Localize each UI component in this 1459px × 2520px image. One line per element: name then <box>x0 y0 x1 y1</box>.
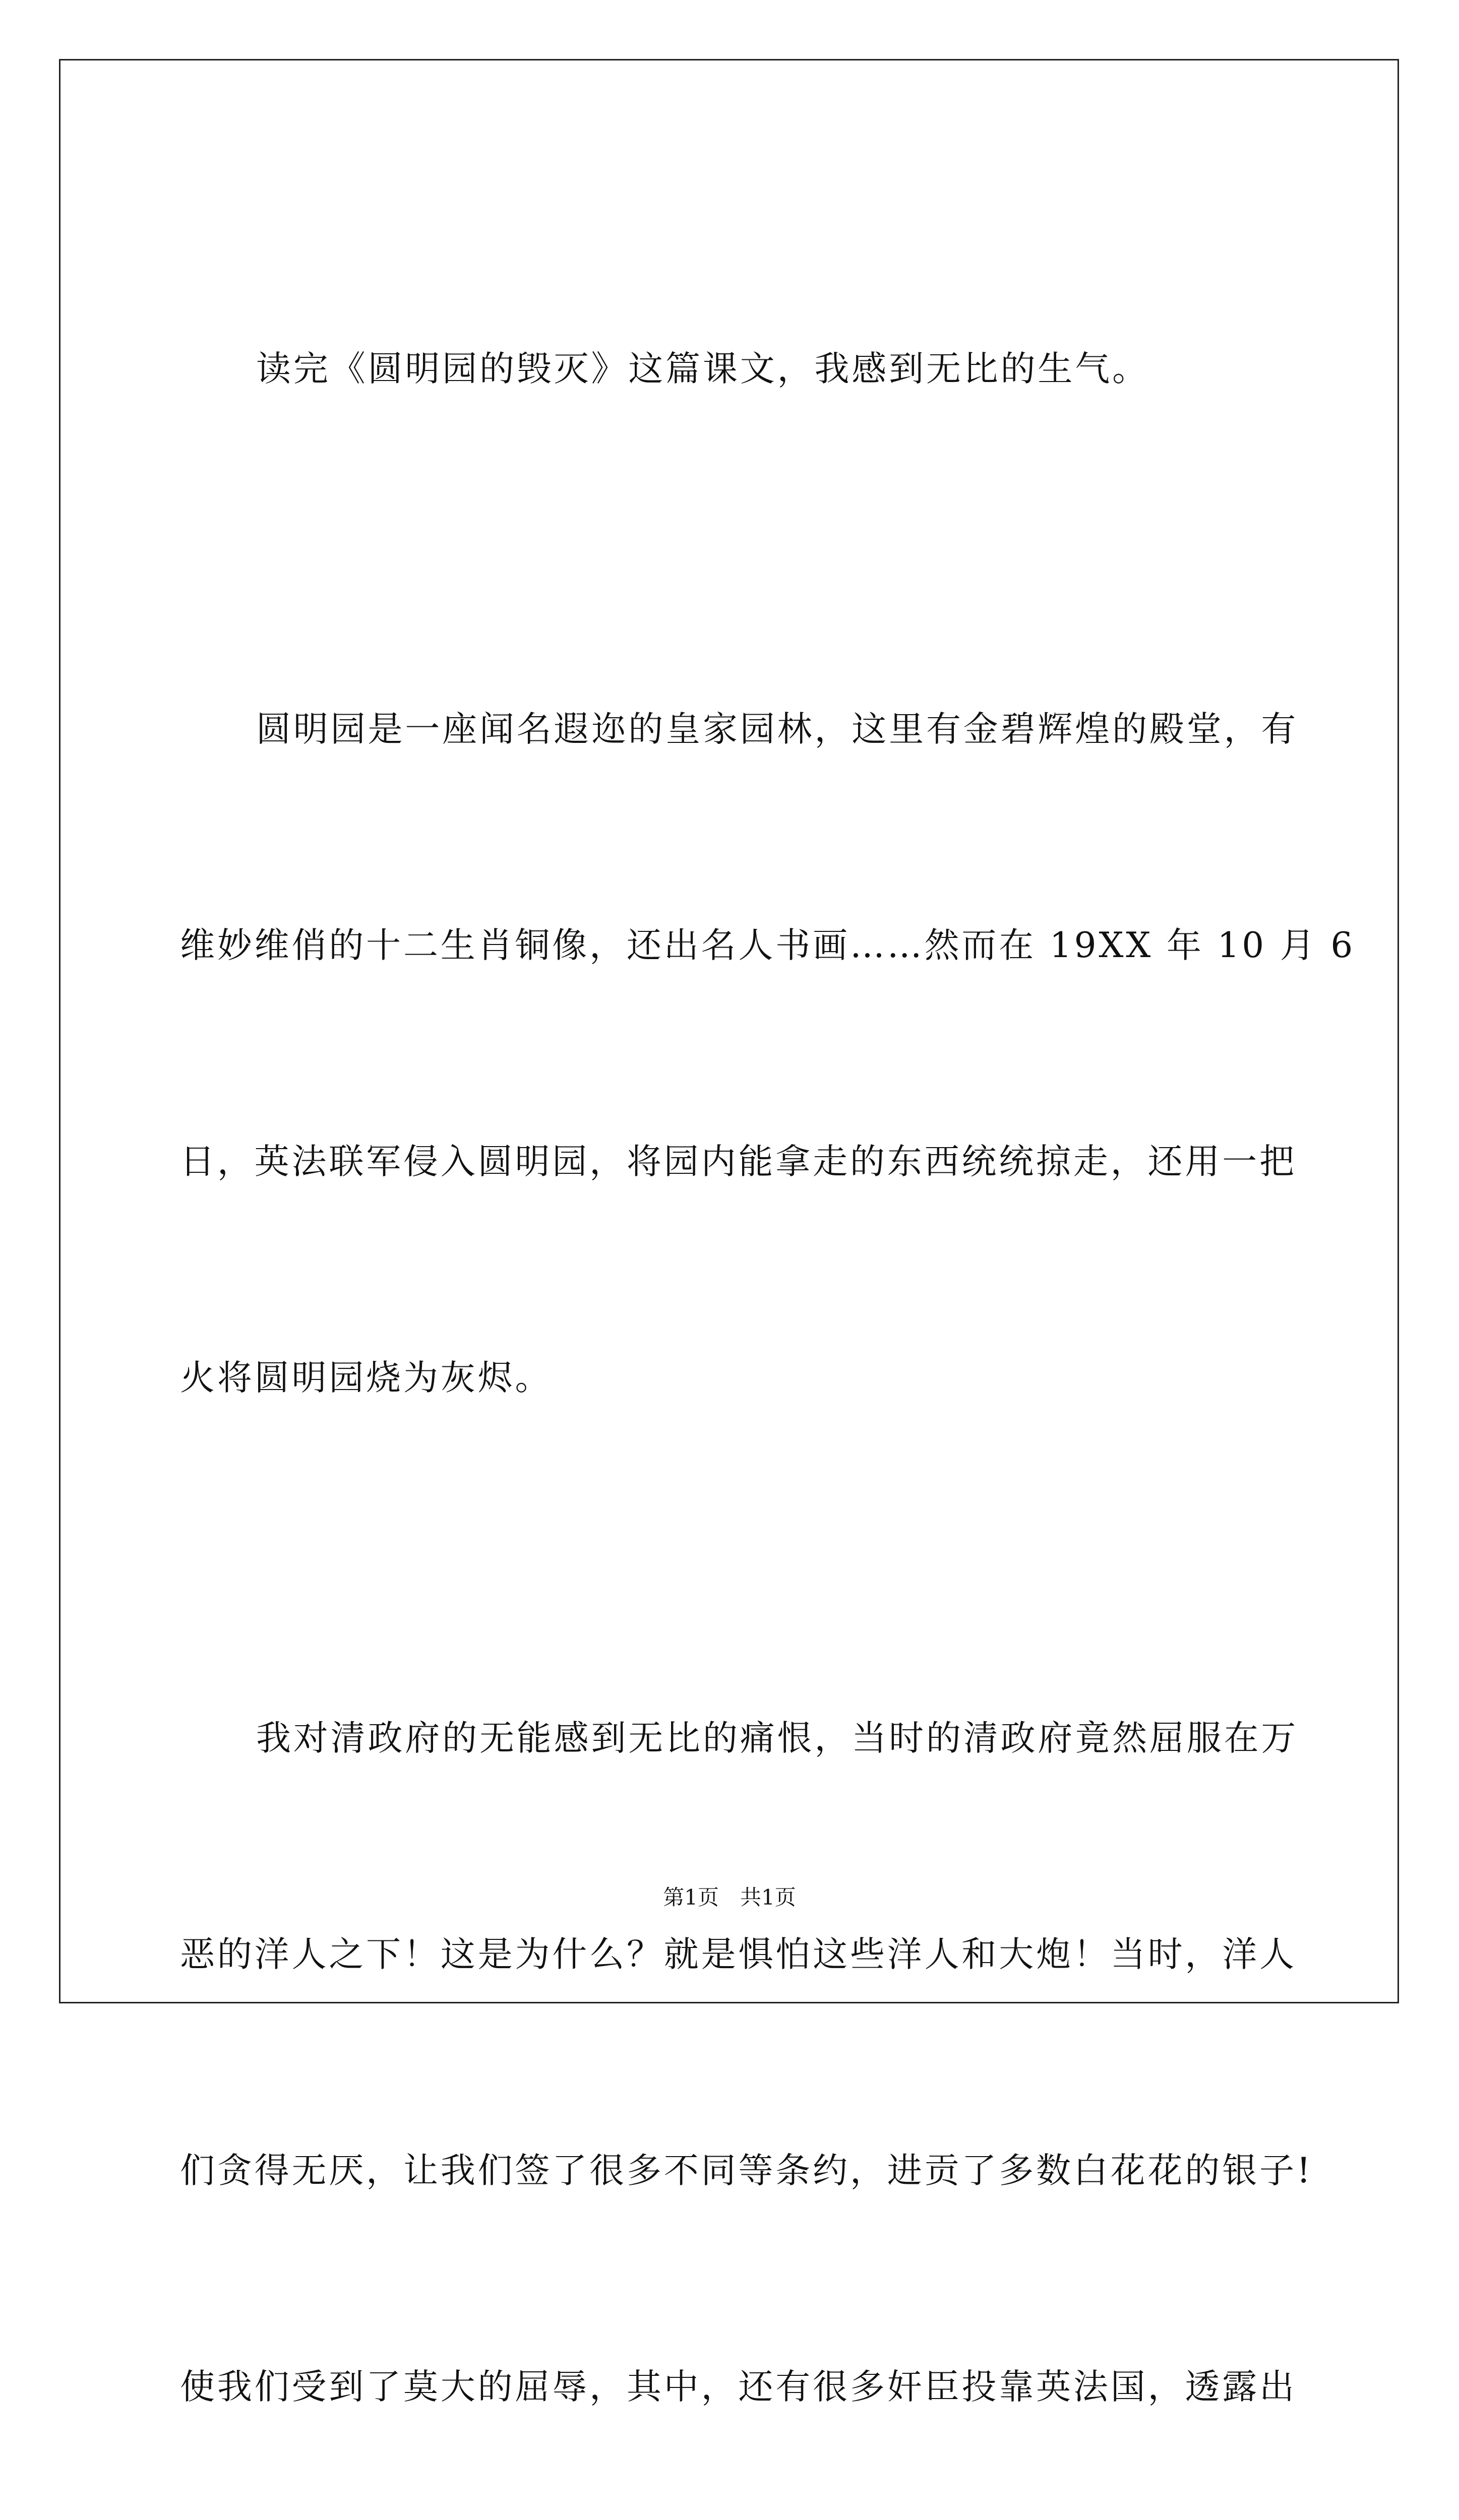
paragraph-line: 恶的洋人之下！这是为什么？就是惧怕这些洋人和大炮！当时，洋人 <box>180 1934 1297 1975</box>
document-body <box>180 189 1356 2520</box>
paragraph-line: 圆明园是一座闻名遐迩的皇家园林，这里有金碧辉煌的殿堂，有 <box>256 709 1299 749</box>
paragraph-line: 我对清政府的无能感到无比的痛恨，当时的清政府竟然屈服在万 <box>256 1718 1299 1758</box>
paragraph-3 <box>180 1558 1313 2520</box>
paragraph-1 <box>180 189 1280 549</box>
paragraph-line: 使我们受到了莫大的屈辱，其中，还有很多奸臣投靠英法国，透露出 <box>180 2367 1297 2407</box>
paragraph-line: 火将圆明园烧为灰烬。 <box>180 1358 553 1398</box>
paragraph-line: 日，英法联军侵入圆明园，将园内能拿走的东西统统掠走，还用一把 <box>180 1142 1297 1182</box>
paragraph-line: 读完《圆明园的毁灭》这篇课文，我感到无比的生气。 <box>256 349 1149 389</box>
paragraph-line: 维妙维俏的十二生肖铜像，还出名人书画……然而在 19XX 年 10 月 6 <box>180 925 1356 966</box>
paragraph-2 <box>180 549 1356 1558</box>
page-number-footer: 第1页 共1页 <box>663 1885 796 1910</box>
paragraph-line: 们贪得无厌，让我们签了很多不同等条约，进贡了多数白花花的银子! <box>180 2151 1313 2191</box>
